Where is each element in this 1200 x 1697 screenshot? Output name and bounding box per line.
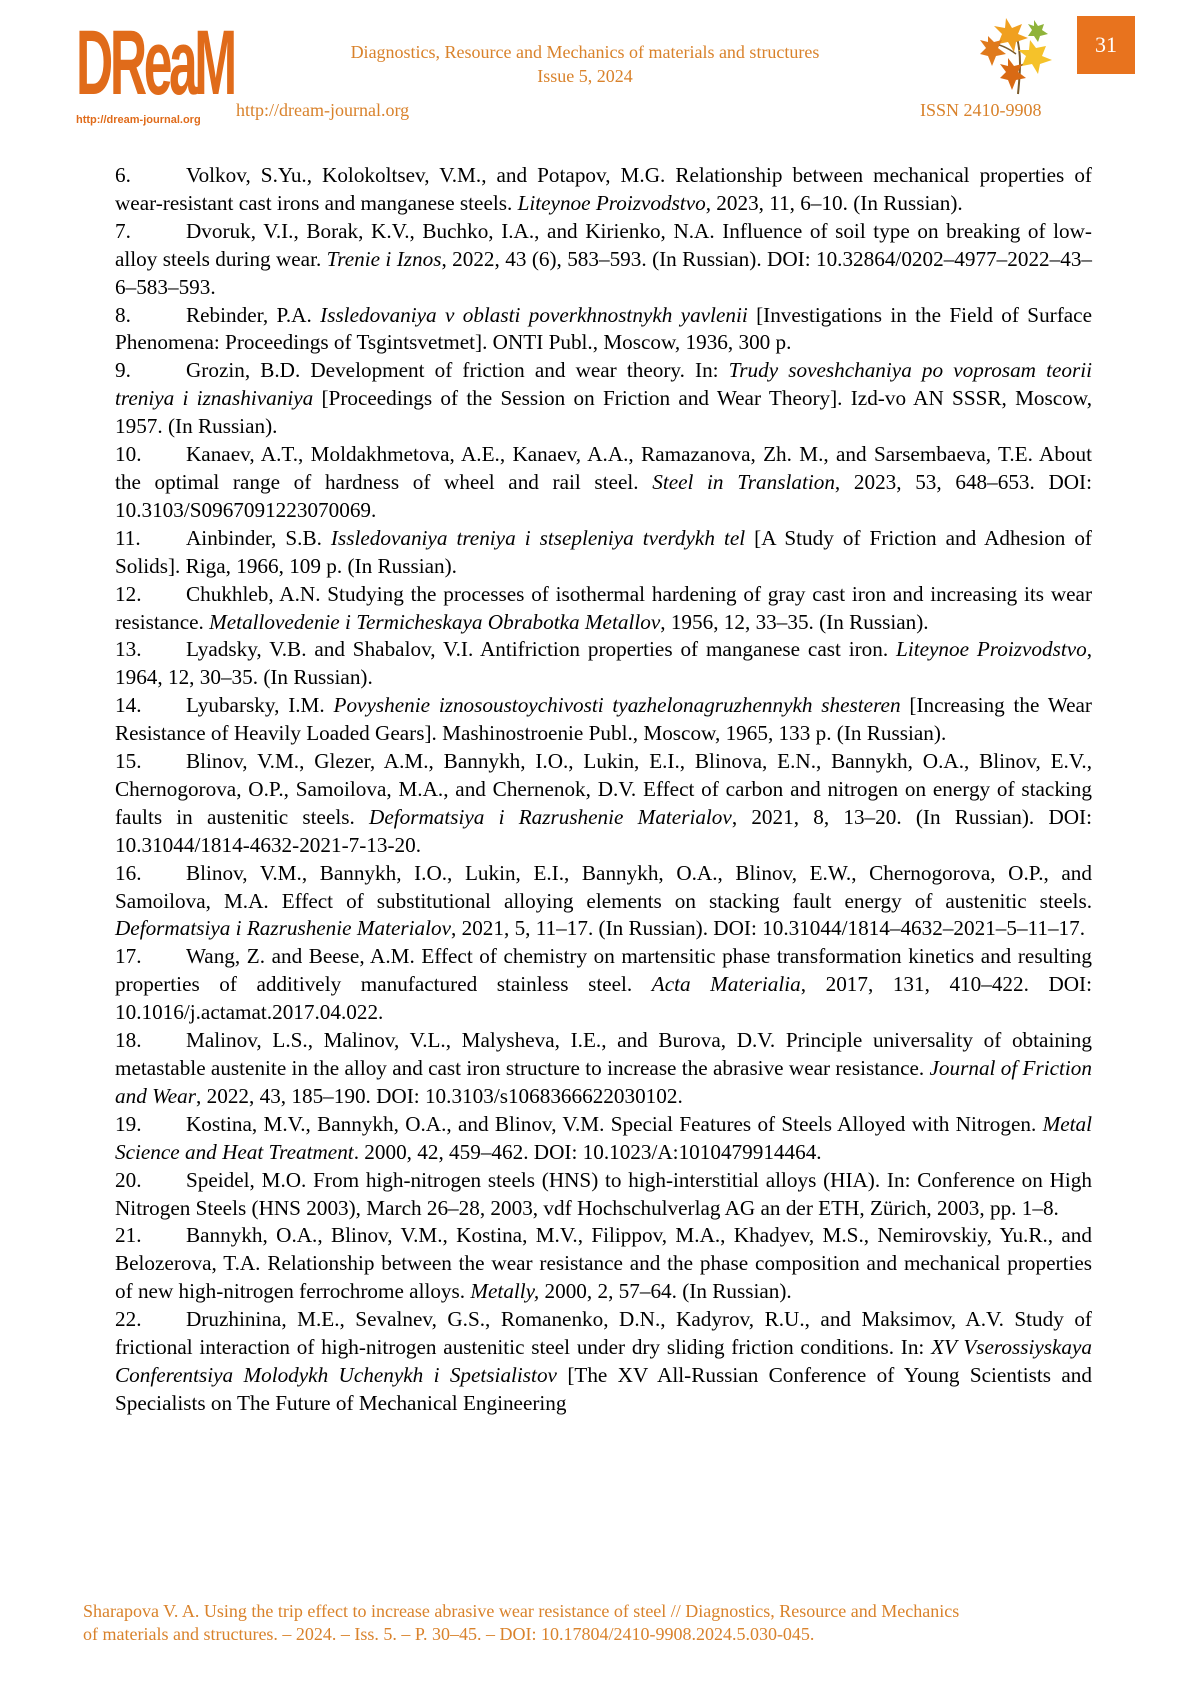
reference-item bbox=[115, 1167, 1092, 1223]
reference-text: Wang, Z. and Beese, A.M. Effect of chemistry on martensitic phase transformation kinetics and resulting properties of additively manufactured stainless steel. bbox=[115, 944, 1092, 997]
reference-number: 13. bbox=[115, 637, 142, 662]
autumn-leaves-icon bbox=[978, 14, 1058, 98]
reference-text: , 2023, 53, 648–653. DOI: 10.3103/S0967091223070069. bbox=[115, 469, 1093, 522]
reference-text: Kanaev, A.T., Moldakhmetova, A.E., Kanaev, A.A., Ramazanova, Zh. M., and Sarsembaeva, T.E. About the optimal range of hardness of wheel and rail steel. bbox=[115, 442, 1092, 494]
logo-wordmark: DReaM bbox=[76, 12, 234, 114]
reference-list bbox=[115, 162, 1092, 1418]
reference-source-title: Trudy soveshchaniya po voprosam teorii treniya i iznashivaniya bbox=[115, 358, 1092, 411]
reference-item bbox=[115, 943, 1092, 1027]
reference-item bbox=[115, 636, 1092, 692]
reference-item bbox=[115, 1111, 1092, 1167]
reference-item bbox=[115, 748, 1092, 860]
journal-issue: Issue 5, 2024 bbox=[537, 66, 633, 86]
reference-text: [Increasing the Wear Resistance of Heavily Loaded Gears]. Mashinostroenie Publ., Moscow, 1965, 133 p. (In Russian). bbox=[115, 693, 1092, 746]
reference-item bbox=[115, 581, 1092, 637]
reference-number: 7. bbox=[115, 218, 131, 243]
reference-source-title: Acta Materialia bbox=[651, 972, 801, 997]
reference-number: 22. bbox=[115, 1307, 142, 1332]
reference-text: Blinov, V.M., Glezer, A.M., Bannykh, I.O., Lukin, E.I., Blinova, E.N., Bannykh, O.A., Blinov, E.V., Chernogorova, O.P., Samoilova, M.A., and Chernenok, D.V. Effect of carbon and nitrogen on energy of stacking faults in austenitic steels. bbox=[115, 749, 1092, 829]
reference-source-title: Issledovaniya treniya i stsepleniya tverdykh tel bbox=[330, 525, 746, 550]
reference-source-title: Journal of Friction and Wear bbox=[115, 1056, 1092, 1108]
reference-text: Druzhinina, M.E., Sevalnev, G.S., Romanenko, D.N., Kadyrov, R.U., and Maksimov, A.V. Study of frictional interaction of high-nitrogen austenitic steel under dry sliding friction conditions. In: bbox=[115, 1307, 1092, 1360]
reference-number: 16. bbox=[115, 860, 142, 885]
reference-number: 21. bbox=[115, 1223, 142, 1248]
reference-item bbox=[115, 1222, 1092, 1306]
reference-source-title: Povyshenie iznosoustoychivosti tyazhelonagruzhennykh shesteren bbox=[333, 693, 901, 718]
reference-text: Bannykh, O.A., Blinov, V.M., Kostina, M.V., Filippov, M.A., Khadyev, M.S., Nemirovskiy, Yu.R., and Belozerova, T.A. Relationship between the wear resistance and the phase composition and mechanical properties of new high-nitrogen ferrochrome alloys. bbox=[115, 1223, 1092, 1304]
reference-text: Lyubarsky, I.M. bbox=[186, 693, 334, 718]
journal-url[interactable]: http://dream-journal.org bbox=[236, 100, 410, 120]
reference-number: 10. bbox=[115, 442, 142, 467]
reference-item bbox=[115, 441, 1092, 525]
reference-source-title: Metally, bbox=[470, 1279, 540, 1304]
logo-url: http://dream-journal.org bbox=[76, 114, 201, 126]
reference-text: , 1956, 12, 33–35. (In Russian). bbox=[660, 609, 929, 634]
reference-source-title: Liteynoe Proizvodstvo bbox=[517, 190, 706, 215]
reference-text: 2000, 2, 57–64. (In Russian). bbox=[539, 1279, 792, 1304]
journal-title-line1: Diagnostics, Resource and Mechanics of materials and structures bbox=[350, 42, 820, 62]
reference-text: , 2023, 11, 6–10. (In Russian). bbox=[705, 190, 963, 215]
reference-number: 15. bbox=[115, 749, 142, 774]
reference-item bbox=[115, 525, 1092, 581]
reference-number: 11. bbox=[115, 525, 141, 550]
issn: ISSN 2410-9908 bbox=[920, 100, 1042, 120]
reference-source-title: XV Vserossiyskaya Conferentsiya Molodykh Uchenykh i Spetsialistov bbox=[115, 1335, 1093, 1387]
reference-text: Rebinder, P.A. bbox=[186, 302, 321, 327]
reference-text: Malinov, L.S., Malinov, V.L., Malysheva, I.E., and Burova, D.V. Principle universality of obtaining metastable austenite in the alloy and cast iron structure to increase the abrasive wear resistance. bbox=[115, 1028, 1092, 1080]
reference-text: Lyadsky, V.B. and Shabalov, V.I. Antifriction properties of manganese cast iron. bbox=[186, 637, 897, 662]
reference-number: 14. bbox=[115, 693, 142, 718]
reference-number: 12. bbox=[115, 581, 142, 606]
reference-item bbox=[115, 1027, 1092, 1111]
journal-title bbox=[330, 40, 840, 88]
reference-text: Grozin, B.D. Development of friction and wear theory. In: bbox=[186, 358, 729, 383]
reference-text: , 2022, 43 (6), 583–593. (In Russian). DOI: 10.32864/0202–4977–2022–43–6–583–593. bbox=[115, 246, 1093, 299]
reference-item bbox=[115, 302, 1092, 358]
reference-number: 6. bbox=[115, 163, 131, 187]
reference-item bbox=[115, 860, 1092, 944]
journal-logo bbox=[76, 12, 234, 128]
reference-source-title: Trenie i Iznos bbox=[326, 246, 442, 271]
reference-number: 18. bbox=[115, 1028, 142, 1053]
citation-footer bbox=[83, 1600, 1103, 1646]
reference-source-title: Deformatsiya i Razrushenie Materialov bbox=[369, 804, 732, 829]
reference-text: , 2021, 8, 13–20. (In Russian). DOI: 10.31044/1814-4632-2021-7-13-20. bbox=[115, 804, 1092, 857]
reference-source-title: Metal Science and Heat Treatment bbox=[115, 1111, 1092, 1164]
reference-number: 20. bbox=[115, 1167, 142, 1192]
reference-text: Speidel, M.O. From high-nitrogen steels (HNS) to high-interstitial alloys (HIA). In: Conference on High Nitrogen Steels (HNS 2003), March 26–28, 2003, vdf Hochschulverlag AG an der ETH, Zürich, 2003, pp. 1–8. bbox=[115, 1167, 1092, 1220]
reference-text: , 2021, 5, 11–17. (In Russian). DOI: 10.31044/1814–4632–2021–5–11–17. bbox=[451, 916, 1086, 941]
reference-number: 17. bbox=[115, 944, 142, 969]
reference-item bbox=[115, 1306, 1092, 1418]
reference-text: [Proceedings of the Session on Friction and Wear Theory]. Izd-vo AN SSSR, Moscow, 1957. (In Russian). bbox=[115, 386, 1092, 439]
reference-text: , 2017, 131, 410–422. DOI: 10.1016/j.actamat.2017.04.022. bbox=[115, 972, 1092, 1025]
reference-number: 8. bbox=[115, 302, 131, 327]
citation-line-2: of materials and structures. – 2024. – Iss. 5. – P. 30–45. – DOI: 10.17804/2410-9908.2024.5.030-045. bbox=[83, 1624, 815, 1644]
reference-text: Kostina, M.V., Bannykh, O.A., and Blinov, V.M. Special Features of Steels Alloyed with Nitrogen. bbox=[186, 1111, 1043, 1136]
reference-text: [The XV All-Russian Conference of Young Scientists and Specialists on The Future of Mechanical Engineering bbox=[115, 1362, 1092, 1415]
reference-text: . 2000, 42, 459–462. DOI: 10.1023/A:1010479914464. bbox=[353, 1139, 822, 1164]
reference-item bbox=[115, 218, 1092, 302]
reference-text: [Investigations in the Field of Surface Phenomena: Proceedings of Tsgintsvetmet]. ONTI Publ., Moscow, 1936, 300 p. bbox=[115, 302, 1092, 355]
reference-source-title: Steel in Translation bbox=[652, 469, 835, 494]
reference-text: Volkov, S.Yu., Kolokoltsev, V.M., and Potapov, M.G. Relationship between mechanical properties of wear-resistant cast irons and manganese steels. bbox=[115, 163, 1092, 215]
reference-text: Blinov, V.M., Bannykh, I.O., Lukin, E.I., Bannykh, O.A., Blinov, E.W., Chernogorova, O.P., and Samoilova, M.A. Effect of substitutional alloying elements on stacking fault energy of austenitic steels. bbox=[115, 860, 1092, 913]
reference-source-title: Deformatsiya i Razrushenie Materialov bbox=[115, 916, 452, 941]
reference-text: , 2022, 43, 185–190. DOI: 10.3103/s1068366622030102. bbox=[196, 1083, 683, 1108]
reference-text: , 1964, 12, 30–35. (In Russian). bbox=[115, 637, 1092, 690]
reference-item bbox=[115, 162, 1092, 218]
reference-text: Chukhleb, A.N. Studying the processes of isothermal hardening of gray cast iron and increasing its wear resistance. bbox=[115, 581, 1092, 634]
reference-number: 9. bbox=[115, 358, 131, 383]
reference-number: 19. bbox=[115, 1111, 142, 1136]
reference-text: Dvoruk, V.I., Borak, K.V., Buchko, I.A., and Kirienko, N.A. Influence of soil type on breaking of low-alloy steels during wear. bbox=[115, 218, 1092, 271]
reference-text: Ainbinder, S.B. bbox=[186, 525, 331, 550]
reference-source-title: Metallovedenie i Termicheskaya Obrabotka Metallov bbox=[209, 609, 661, 634]
citation-line-1: Sharapova V. A. Using the trip effect to increase abrasive wear resistance of steel // Diagnostics, Resource and Mechanics bbox=[83, 1601, 960, 1621]
reference-item bbox=[115, 357, 1092, 441]
reference-source-title: Liteynoe Proizvodstvo bbox=[896, 637, 1087, 662]
page-number-badge: 31 bbox=[1077, 16, 1135, 74]
reference-item bbox=[115, 692, 1092, 748]
reference-text: [A Study of Friction and Adhesion of Solids]. Riga, 1966, 109 p. (In Russian). bbox=[115, 525, 1092, 578]
reference-source-title: Issledovaniya v oblasti poverkhnostnykh yavlenii bbox=[320, 302, 748, 327]
